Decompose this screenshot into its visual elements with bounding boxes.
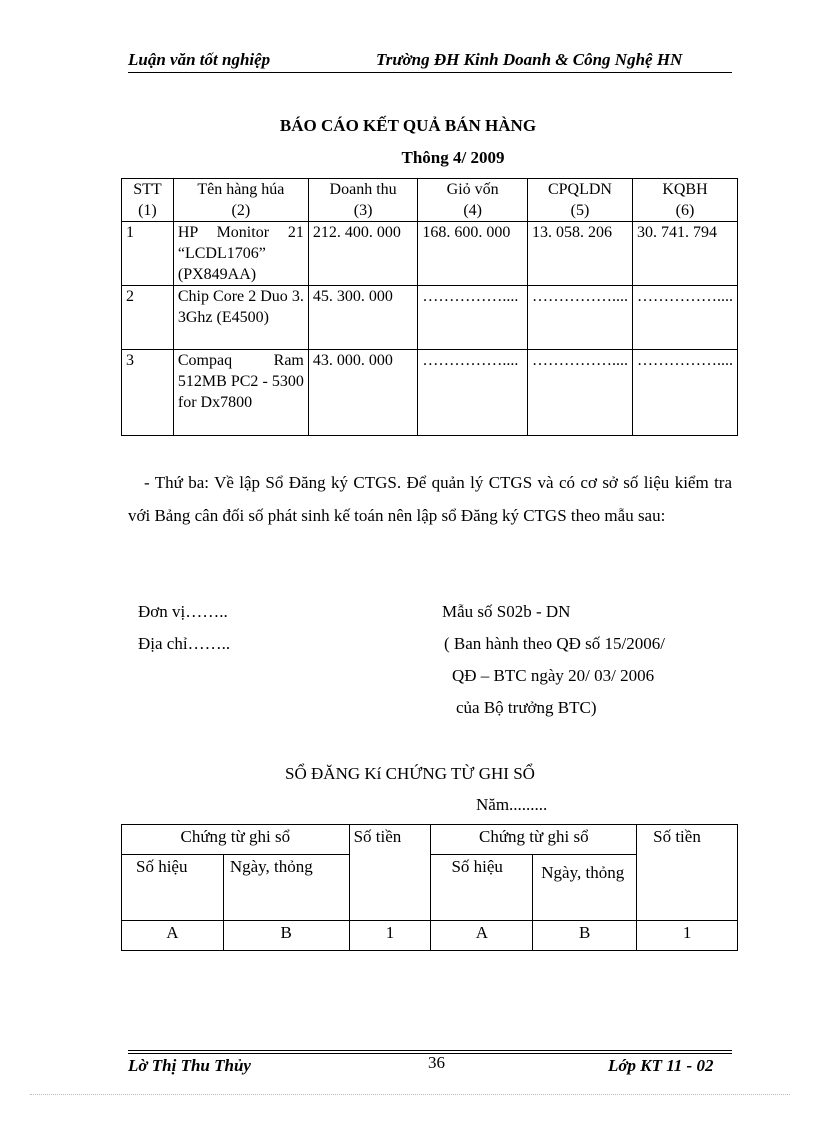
table-row bbox=[122, 286, 738, 350]
cell-cpqldn: 13. 058. 206 bbox=[527, 222, 632, 286]
cell-product-name: HP Monitor 21 “LCDL1706” (PX849AA) bbox=[173, 222, 308, 286]
code-cell: A bbox=[431, 921, 533, 951]
address-label: Địa chỉ…….. bbox=[138, 634, 231, 653]
cell-cost: …………….... bbox=[418, 286, 528, 350]
page-bottom-border bbox=[30, 1094, 790, 1095]
cell-revenue: 45. 300. 000 bbox=[308, 286, 417, 350]
header-cell: Giỏ vốn (4) bbox=[418, 179, 528, 222]
subheader-date-right: Ngày, thỏng bbox=[533, 855, 637, 921]
cell-cost: 168. 600. 000 bbox=[418, 222, 528, 286]
unit-label: Đơn vị…….. bbox=[138, 602, 228, 621]
issued-by-line-2: QĐ – BTC ngày 20/ 03/ 2006 bbox=[452, 666, 655, 685]
sales-report-table bbox=[121, 178, 738, 436]
code-cell: B bbox=[533, 921, 637, 951]
cell-cost: …………….... bbox=[418, 350, 528, 436]
issued-by-line-3: của Bộ trưởng BTC) bbox=[456, 698, 597, 717]
footer-author: Lờ Thị Thu Thủy bbox=[128, 1056, 251, 1075]
report-subtitle: Thông 4/ 2009 bbox=[401, 148, 505, 167]
header-rule bbox=[128, 72, 732, 73]
cell-product-name: Chip Core 2 Duo 3. 3Ghz (E4500) bbox=[173, 286, 308, 350]
header-cell: Tên hàng húa (2) bbox=[173, 179, 308, 222]
cell-cpqldn: …………….... bbox=[527, 350, 632, 436]
header-cell: CPQLDN (5) bbox=[527, 179, 632, 222]
table-row bbox=[122, 222, 738, 286]
cell-stt: 2 bbox=[122, 286, 174, 350]
amount-header-left: Số tiền bbox=[349, 825, 431, 921]
register-title: SỔ ĐĂNG Kí CHỨNG TỪ GHI SỔ bbox=[285, 764, 535, 783]
header-cell: Doanh thu (3) bbox=[308, 179, 417, 222]
group-header-right: Chứng từ ghi sổ bbox=[431, 825, 637, 855]
register-year: Năm......... bbox=[476, 795, 548, 814]
cell-kqbh: …………….... bbox=[632, 350, 737, 436]
table-row bbox=[122, 350, 738, 436]
table-header-row bbox=[122, 179, 738, 222]
code-cell: 1 bbox=[637, 921, 738, 951]
register-header-row bbox=[122, 825, 738, 855]
form-number: Mẫu số S02b - DN bbox=[442, 602, 571, 621]
amount-header-right: Số tiền bbox=[637, 825, 738, 921]
page-number: 36 bbox=[428, 1053, 445, 1072]
subheader-number: Số hiệu bbox=[122, 855, 224, 921]
header-cell: STT (1) bbox=[122, 179, 174, 222]
subheader-number-right: Số hiệu bbox=[431, 855, 533, 921]
register-table bbox=[121, 824, 738, 951]
group-header-left: Chứng từ ghi sổ bbox=[122, 825, 350, 855]
issued-by-line-1: ( Ban hành theo QĐ số 15/2006/ bbox=[444, 634, 665, 653]
register-code-row bbox=[122, 921, 738, 951]
cell-revenue: 43. 000. 000 bbox=[308, 350, 417, 436]
body-paragraph: - Thứ ba: Về lập Sổ Đăng ký CTGS. Để quản lý CTGS và có cơ sở số liệu kiểm tra với Bảng cân đối số phát sinh kế toán nên lập sổ Đăng ký CTGS theo mẫu sau: bbox=[128, 473, 732, 525]
subheader-date: Ngày, thỏng bbox=[223, 855, 349, 921]
cell-cpqldn: …………….... bbox=[527, 286, 632, 350]
code-cell: B bbox=[223, 921, 349, 951]
header-thesis-label: Luận văn tốt nghiệp bbox=[128, 50, 271, 69]
cell-stt: 1 bbox=[122, 222, 174, 286]
report-title: BÁO CÁO KẾT QUẢ BÁN HÀNG bbox=[279, 116, 537, 135]
header-university: Trường ĐH Kinh Doanh & Công Nghệ HN bbox=[376, 50, 683, 69]
cell-kqbh: 30. 741. 794 bbox=[632, 222, 737, 286]
footer-rule-1 bbox=[128, 1050, 732, 1051]
code-cell: 1 bbox=[349, 921, 431, 951]
cell-kqbh: …………….... bbox=[632, 286, 737, 350]
cell-product-name: Compaq Ram 512MB PC2 - 5300 for Dx7800 bbox=[173, 350, 308, 436]
code-cell: A bbox=[122, 921, 224, 951]
header-cell: KQBH (6) bbox=[632, 179, 737, 222]
footer-class: Lớp KT 11 - 02 bbox=[608, 1056, 714, 1075]
cell-stt: 3 bbox=[122, 350, 174, 436]
cell-revenue: 212. 400. 000 bbox=[308, 222, 417, 286]
